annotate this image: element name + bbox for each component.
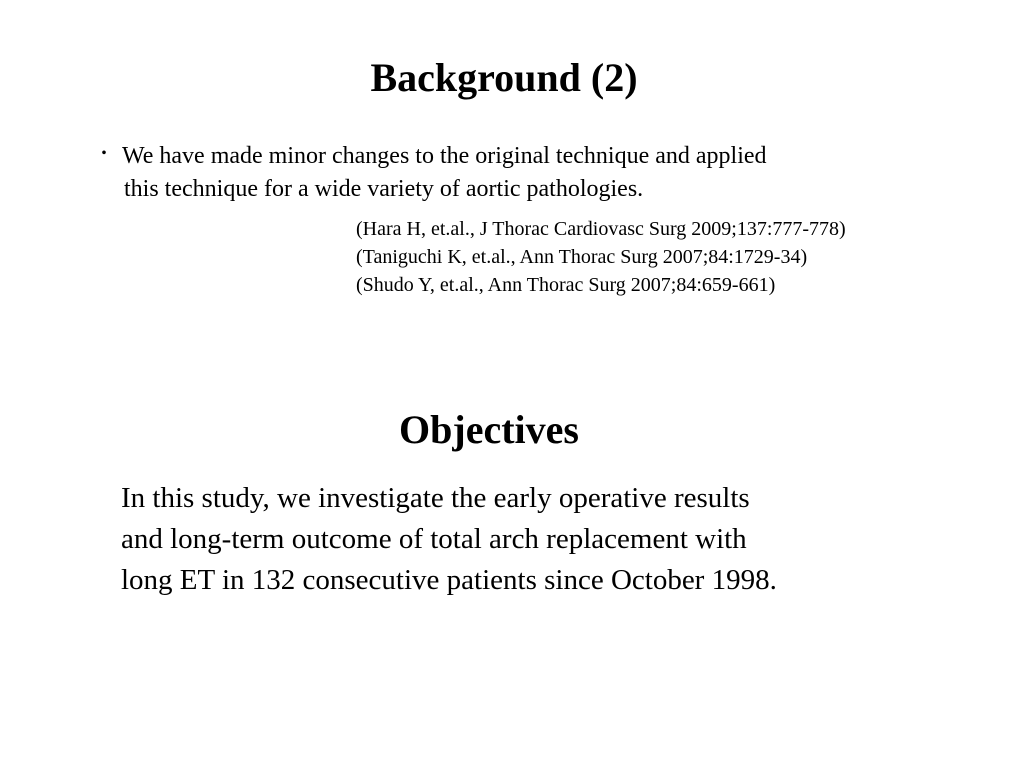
bullet-text-line-1: We have made minor changes to the original technique and applied: [122, 143, 767, 169]
objectives-line-1: In this study, we investigate the early operative results: [121, 482, 750, 514]
references-list: [356, 215, 956, 299]
bullet-text-line-2: this technique for a wide variety of aortic pathologies.: [124, 176, 644, 202]
bullet-dot-icon: ・: [94, 143, 114, 165]
reference-shudo: (Shudo Y, et.al., Ann Thorac Surg 2007;84:659-661): [356, 274, 776, 296]
objectives-line-3: long ET in 132 consecutive patients since October 1998.: [121, 564, 777, 596]
reference-taniguchi: (Taniguchi K, et.al., Ann Thorac Surg 2007;84:1729-34): [356, 246, 808, 268]
reference-hara: (Hara H, et.al., J Thorac Cardiovasc Surg 2009;137:777-778): [356, 218, 846, 240]
objectives-title: Objectives: [399, 407, 579, 452]
background-title: Background (2): [370, 55, 638, 100]
objectives-paragraph: [121, 478, 941, 601]
objectives-line-2: and long-term outcome of total arch replacement with: [121, 523, 747, 555]
